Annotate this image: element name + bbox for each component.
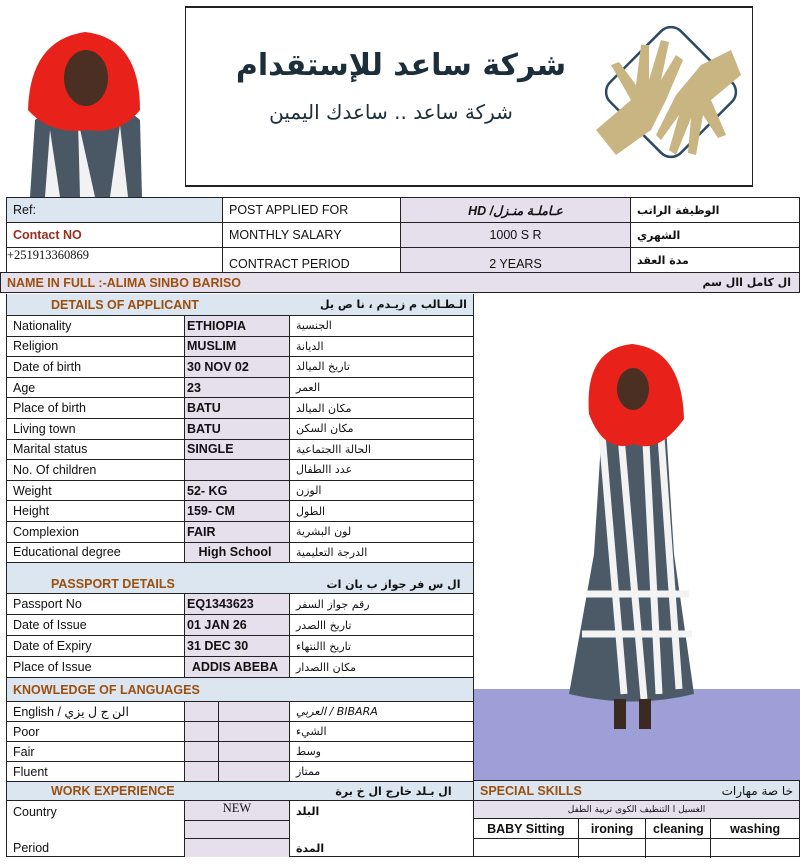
period-ar: المدة [296, 841, 325, 855]
country-label: Country [13, 805, 57, 820]
full-name-row [0, 272, 800, 293]
language-row [7, 762, 473, 782]
logo-title: شركة ساعد للإستقدام [235, 48, 567, 83]
salary-ar: الشهري [637, 228, 681, 242]
skill-label: washing [730, 821, 781, 836]
language-ar: وسط [296, 745, 321, 759]
table-row [7, 615, 473, 636]
language-check-1[interactable] [185, 702, 219, 721]
passport-value: EQ1343623 [185, 594, 290, 614]
skill-check[interactable] [711, 839, 799, 858]
table-row [7, 636, 473, 657]
detail-ar: الديانة [296, 339, 324, 353]
table-row [7, 501, 473, 522]
language-label: Fluent [7, 762, 185, 781]
skill-label: BABY Sitting [474, 819, 579, 838]
table-row [7, 657, 473, 678]
language-check-2[interactable] [219, 722, 290, 741]
detail-label: Height [7, 501, 185, 521]
detail-label: Age [7, 378, 185, 398]
language-label: English / الن ج ل يزي [7, 702, 185, 721]
applicant-photo-full [474, 294, 800, 780]
contract-label: CONTRACT PERIOD [223, 248, 401, 273]
detail-value: 30 NOV 02 [185, 357, 290, 377]
table-row [7, 378, 473, 399]
language-row [7, 742, 473, 762]
detail-value: High School [185, 543, 290, 563]
detail-ar: مكان السكن [296, 422, 354, 436]
detail-value: BATU [185, 398, 290, 418]
detail-value: SINGLE [185, 440, 290, 460]
skills-header-ar: خا صة مهارات [721, 783, 793, 798]
detail-label: Educational degree [7, 543, 185, 563]
detail-label: Religion [7, 337, 185, 357]
detail-value: 23 [185, 378, 290, 398]
table-row [7, 481, 473, 502]
passport-value: ADDIS ABEBA [185, 657, 290, 677]
passport-value: 31 DEC 30 [185, 636, 290, 656]
passport-label: Passport No [7, 594, 185, 614]
passport-ar: تاريخ االنتهاء [296, 639, 352, 653]
section-header-ar: الـطـالب م زيـدم ، نا ص يل [320, 298, 467, 311]
table-row [7, 543, 473, 564]
detail-ar: تاريخ الميالد [296, 360, 350, 374]
table-row [7, 522, 473, 543]
contract-value: 2 YEARS [401, 248, 631, 273]
skills-header: SPECIAL SKILLS [480, 783, 582, 798]
detail-label: Place of birth [7, 398, 185, 418]
skill-label: ironing [579, 819, 647, 838]
passport-ar: رقم جواز السفر [296, 597, 370, 611]
language-label: Poor [7, 722, 185, 741]
table-row [7, 419, 473, 440]
post-applied-value: عـاملـة منـزل/ HD [401, 198, 631, 222]
detail-value: 159- CM [185, 501, 290, 521]
country-value: NEW [185, 801, 289, 821]
detail-value: 52- KG [185, 481, 290, 501]
detail-value [185, 460, 290, 480]
hands-logo-icon [591, 20, 751, 175]
country-ar: البلد [296, 805, 320, 819]
detail-ar: الوزن [296, 484, 322, 498]
detail-label: No. Of children [7, 460, 185, 480]
contact-label: Contact NO [7, 223, 223, 247]
phone-number: +251913360869 [7, 248, 223, 273]
detail-ar: الحالة االجتماعية [296, 442, 371, 456]
detail-ar: الدرجة التعليمية [296, 545, 368, 559]
salary-label: MONTHLY SALARY [223, 223, 401, 247]
detail-ar: لون البشرية [296, 525, 352, 539]
detail-value: ETHIOPIA [185, 316, 290, 336]
language-ar: الشيء [296, 725, 327, 739]
logo-subtitle: شركة ساعد .. ساعدك اليمين [269, 100, 513, 124]
language-ar: ممتاز [296, 765, 321, 779]
skill-check[interactable] [579, 839, 647, 858]
ref-label: Ref: [7, 198, 223, 222]
passport-value: 01 JAN 26 [185, 615, 290, 635]
table-row [7, 357, 473, 378]
table-row [7, 398, 473, 419]
section-header: WORK EXPERIENCE [51, 784, 175, 799]
language-check-1[interactable] [185, 742, 219, 761]
detail-label: Date of birth [7, 357, 185, 377]
detail-label: Marital status [7, 440, 185, 460]
salary-value: 1000 S R [401, 223, 631, 247]
skills-ar-row: الغسيل ا التنظيف الكوى تربية الطفل [567, 804, 706, 815]
detail-value: FAIR [185, 522, 290, 542]
language-check-2[interactable] [219, 702, 290, 721]
table-row [7, 440, 473, 461]
detail-label: Nationality [7, 316, 185, 336]
passport-ar: تاريخ االصدر [296, 618, 352, 632]
detail-value: BATU [185, 419, 290, 439]
table-row [7, 594, 473, 615]
passport-label: Date of Expiry [7, 636, 185, 656]
contract-ar: مدة العقد [637, 254, 689, 267]
full-name: NAME IN FULL :-ALIMA SINBO BARISO [7, 275, 242, 290]
language-label: Fair [7, 742, 185, 761]
skill-check[interactable] [474, 839, 579, 858]
detail-ar: العمر [296, 381, 321, 395]
detail-ar: الجنسية [296, 319, 332, 333]
detail-label: Complexion [7, 522, 185, 542]
detail-value: MUSLIM [185, 337, 290, 357]
language-check-2[interactable] [219, 762, 290, 781]
language-row [7, 702, 473, 722]
table-row [7, 460, 473, 481]
post-applied-ar: الوظيفة الراتب [637, 203, 720, 217]
section-header: DETAILS OF APPLICANT [51, 297, 199, 312]
language-row [7, 722, 473, 742]
section-header: PASSPORT DETAILS [51, 577, 175, 592]
language-check-1[interactable] [185, 762, 219, 781]
language-ar: BIBARA / العربي [296, 705, 378, 719]
detail-ar: مكان الميالد [296, 401, 352, 415]
company-logo-banner [185, 6, 753, 187]
table-row [7, 337, 473, 358]
detail-label: Weight [7, 481, 185, 501]
detail-label: Living town [7, 419, 185, 439]
passport-label: Place of Issue [7, 657, 185, 677]
applicant-details [6, 294, 474, 857]
detail-ar: الطول [296, 504, 326, 518]
detail-ar: عدد االطفال [296, 463, 353, 477]
section-header-ar: ال س فر جواز ب يان ات [326, 578, 461, 592]
post-applied-label: POST APPLIED FOR [223, 198, 401, 222]
applicant-photo-small [0, 0, 185, 197]
table-row [7, 316, 473, 337]
language-check-2[interactable] [219, 742, 290, 761]
passport-ar: مكان االصدار [296, 660, 357, 674]
language-check-1[interactable] [185, 722, 219, 741]
passport-label: Date of Issue [7, 615, 185, 635]
section-header: KNOWLEDGE OF LANGUAGES [13, 682, 200, 697]
special-skills [474, 780, 800, 857]
period-label: Period [13, 840, 50, 855]
skill-label: cleaning [646, 819, 711, 838]
section-header-ar: ال بـلد خارج ال خ برة [335, 784, 452, 798]
full-name-ar: ال كامل اال سم [702, 276, 791, 289]
skill-check[interactable] [646, 839, 711, 858]
top-info-table [6, 197, 800, 272]
